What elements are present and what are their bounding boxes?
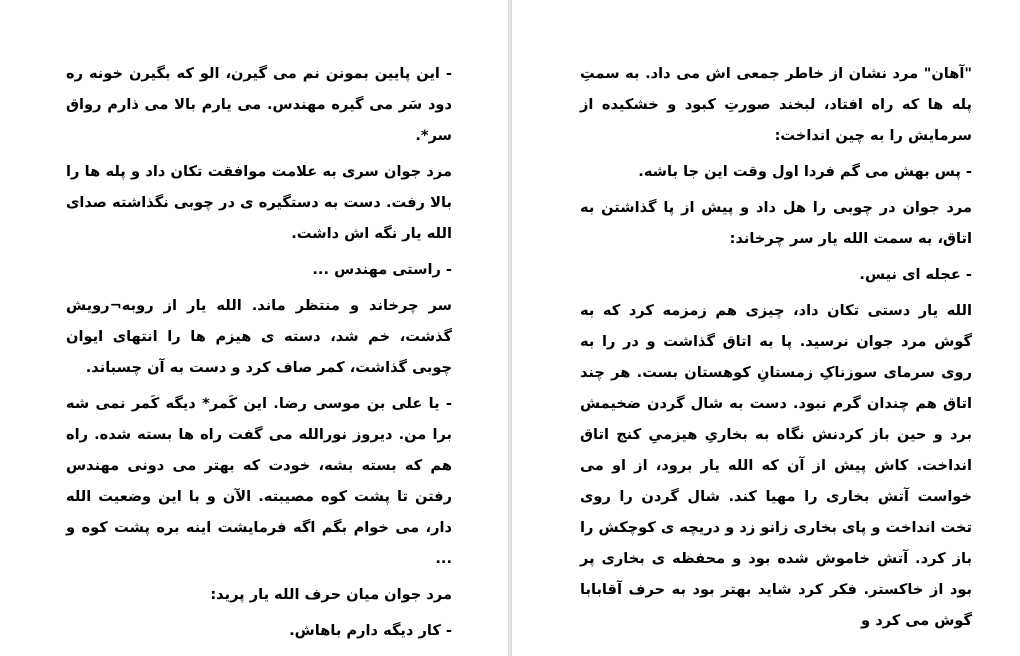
left-page-text [66, 58, 452, 651]
paragraph: سر چرخاند و منتظر ماند. الله یار از روبه¬رویش گذشت، خم شد، دسته ی هیزم ها را انتهای ایوان چوبی گذاشت، کمر صاف کرد و دست به آن چسباند. [66, 297, 452, 376]
paragraph: الله یار دستی تکان داد، چیزی هم زمزمه کرد که به گوش مرد جوان نرسید. پا به اتاق گذاشت و در را به روی سرمای سوزناکِ زمستانِ کوهستان بست. هر چند اتاق هم چندان گرم نبود. دست به شال گردن ضخیمش برد و حین باز کردنش نگاه به بخاریِ هیزمیِ کنج اتاق انداخت. کاش پیش از آن که الله یار برود، از او می خواست آتش بخاری را مهیا کند. شال گردن را روی تخت انداخت و پای بخاری زانو زد و دریچه ی کوچکش را باز کرد. آتش خاموش شده بود و محفظه ی بخاری پر بود از خاکستر. فکر کرد شاید بهتر بود به حرف آقابابا گوش می کرد و [580, 302, 972, 629]
paragraph: - یا علی بن موسی رضا. این کَمر* دیگه کَمر نمی شه برا من. دیروز نورالله می گفت راه ها بسته شده. راه هم که بسته بشه، خودت که بهتر می دونی مهندس رفتن تا پشت کوه مصیبته. الآن و با این وضعیت الله دار، می خوام بگم اگه فرمایشت اینه بره پشت کوه و ... [66, 395, 452, 567]
paragraph: - کار دیگه دارم باهاش. [289, 622, 452, 639]
paragraph: - این پایین بمونن نم می گیرن، الو که بگیرن خونه ره دود سَر می گیره مهندس. می یارم بالا می ذارم رواق سر*. [66, 65, 452, 144]
paragraph: "آهان" مرد نشان از خاطر جمعی اش می داد. به سمتِ پله ها که راه افتاد، لبخند صورتِ کبود و خشکیده از سرمایش را به چین انداخت: [580, 65, 972, 144]
paragraph: مرد جوان میان حرف الله یار پرید: [210, 586, 452, 603]
paragraph: مرد جوان در چوبی را هل داد و پیش از پا گذاشتن به اتاق، به سمت الله یار سر چرخاند: [580, 199, 972, 247]
paragraph: - پس بهش می گم فردا اول وقت این جا باشه. [638, 163, 972, 180]
left-page [0, 0, 508, 656]
right-page [512, 0, 1020, 656]
paragraph: مرد جوان سری به علامت موافقت تکان داد و پله ها را بالا رفت. دست به دستگیره ی در چوبی نگذاشته صدای الله یار نگه اش داشت. [66, 163, 452, 242]
paragraph: - راستی مهندس ... [312, 261, 452, 278]
right-page-text [580, 58, 972, 641]
paragraph: - عجله ای نیس. [859, 266, 972, 283]
